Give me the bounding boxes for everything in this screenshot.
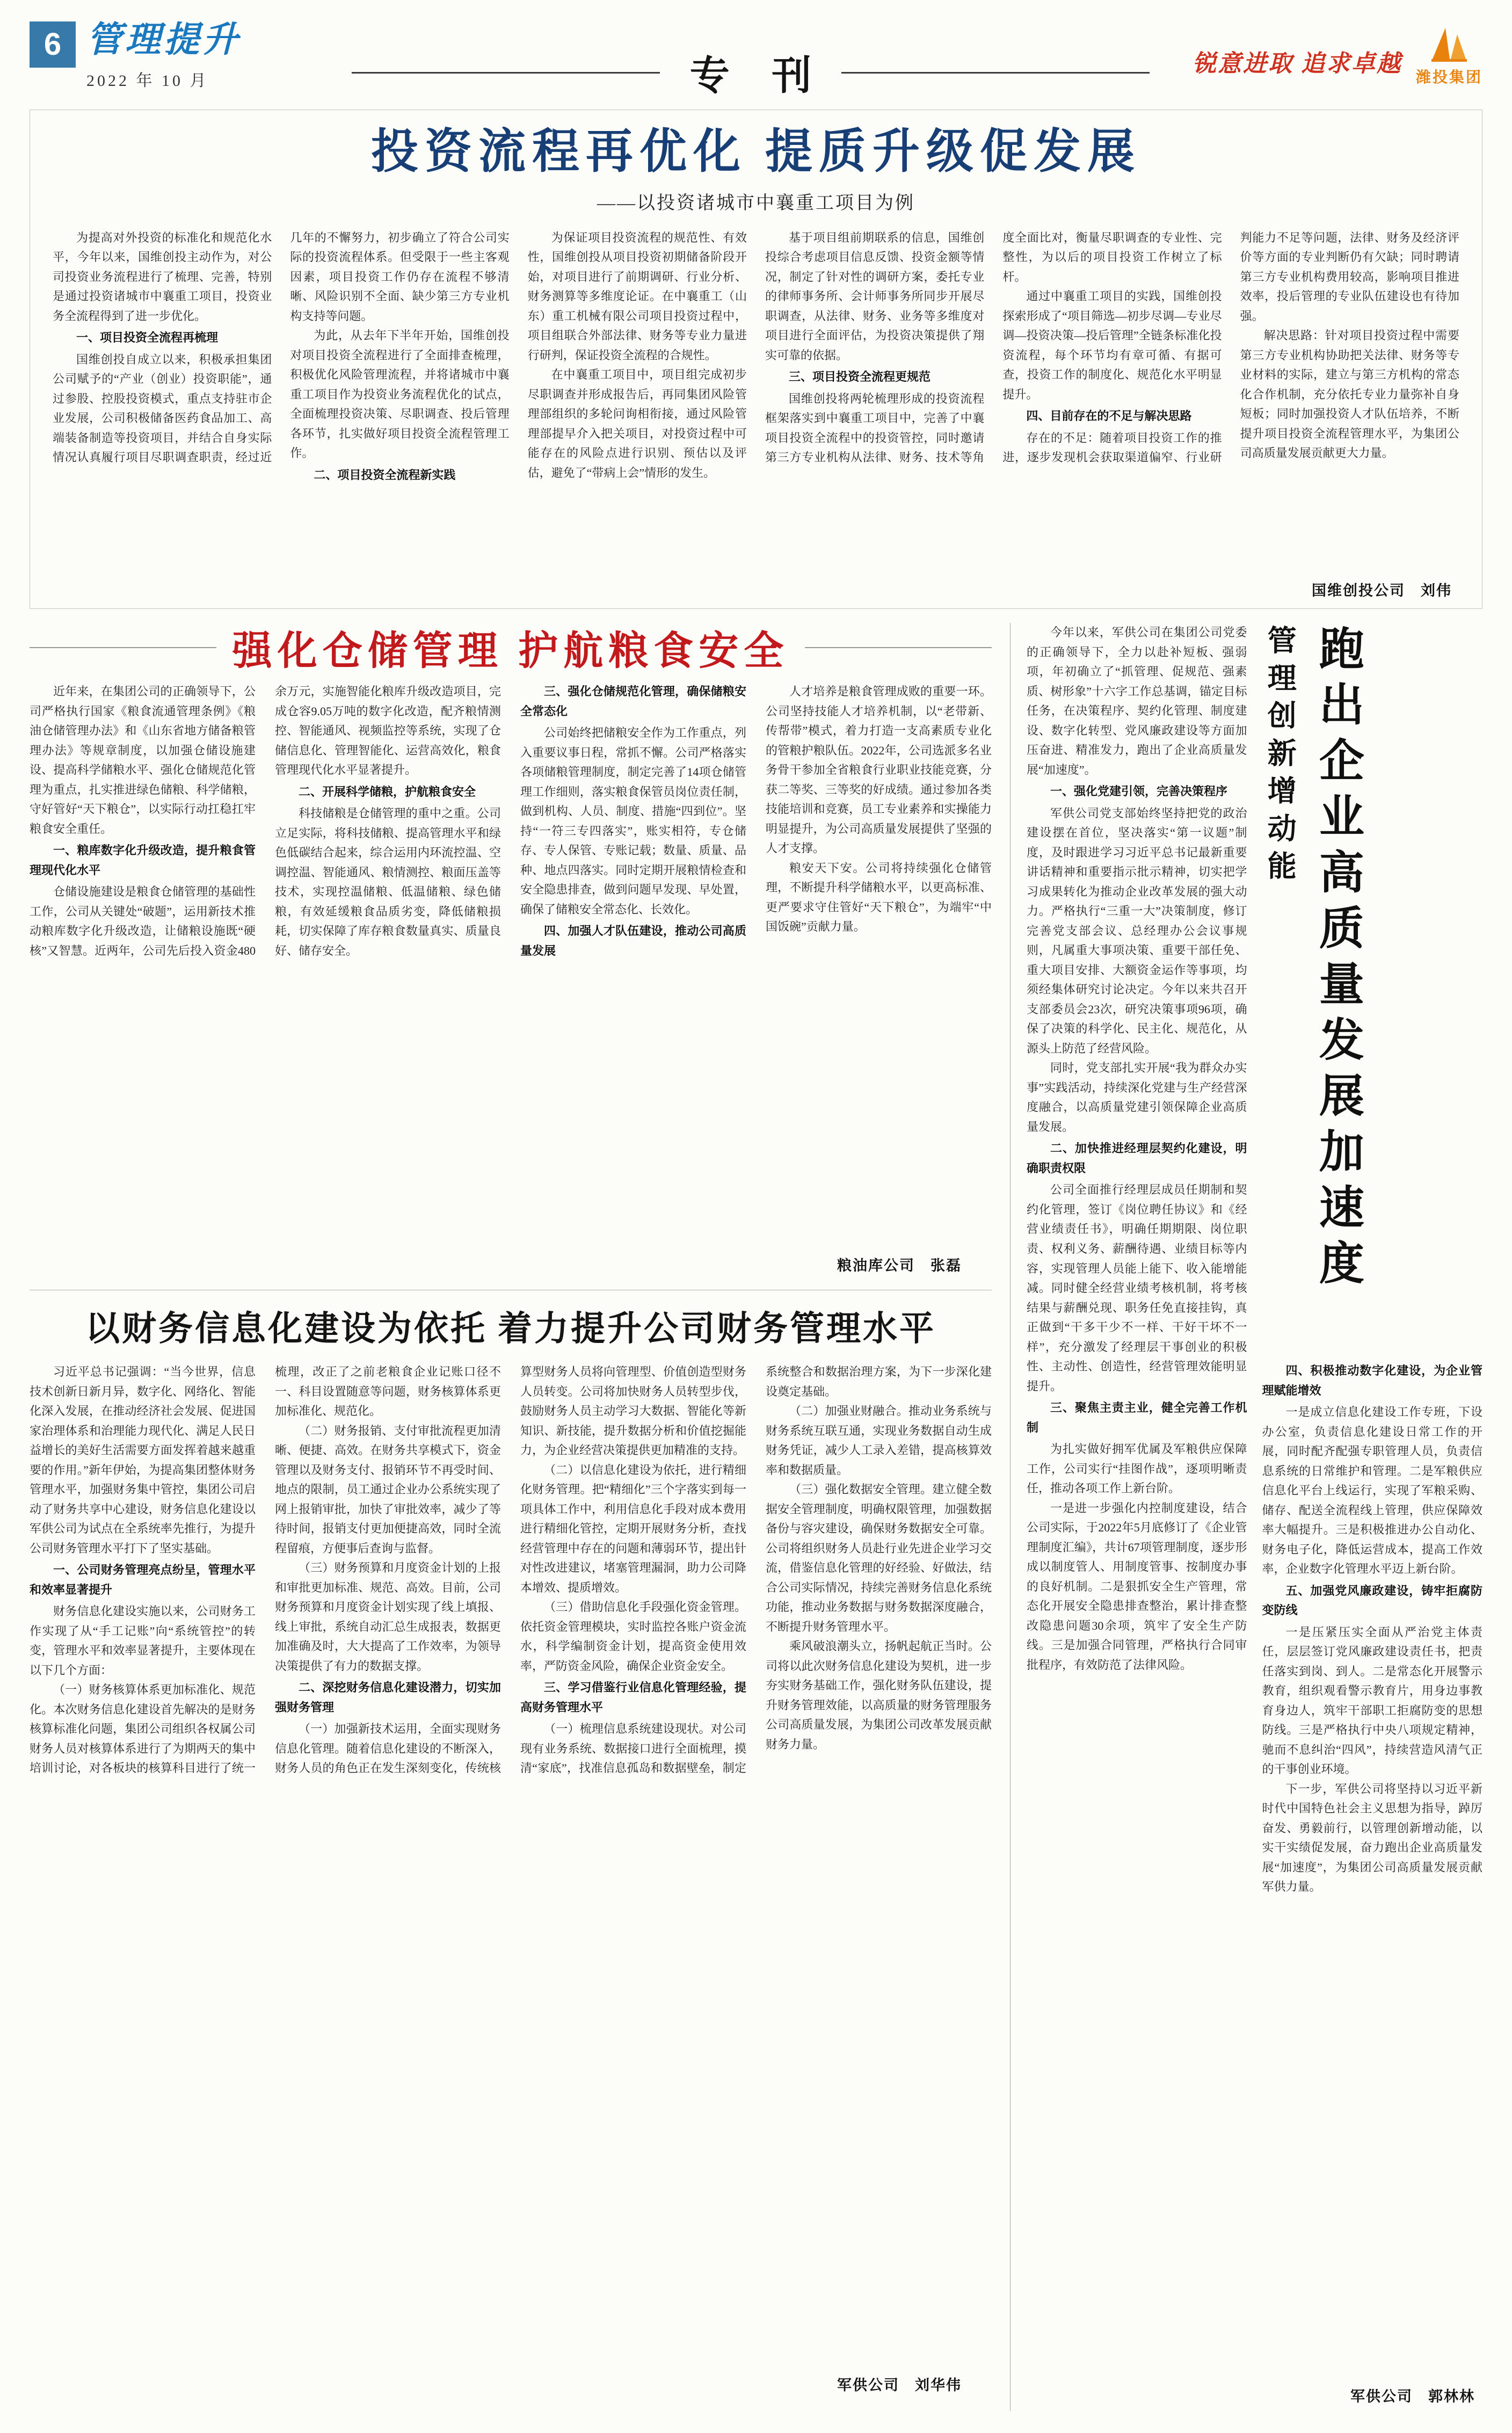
paragraph: （三）财务预算和月度资金计划的上报和审批更加标准、规范、高效。目前，公司财务预算和月度资金计划实现了线上填报、线上审批，系统自动汇总生成报表，数据更加准确及时，大大提高了工作效率，为领导决策提供了有力的数据支撑。 — [275, 1561, 501, 1673]
management-byline: 军供公司 郭林林 — [1350, 2388, 1475, 2405]
section-heading: 三、聚焦主责主业，健全完善工作机制 — [1027, 1401, 1247, 1434]
left-column-stack — [30, 623, 992, 2411]
paragraph: 今年以来，军供公司在集团公司党委的正确领导下，全力以赴补短板、强弱项，年初确立了“抓管理、促规范、强素质、树形象”十六字工作总基调，锚定目标任务，在决策程序、契约化管理、制度建设、数字化转型、党风廉政建设等方面加压奋进、精准发力，跑出了企业高质量发展“加速度”。 — [1027, 626, 1247, 776]
management-article-body — [1262, 1359, 1483, 2347]
article-investment — [30, 110, 1482, 609]
section-heading: 一、项目投资全流程再梳理 — [76, 331, 219, 345]
masthead — [30, 21, 1482, 102]
section-heading: 四、积极推动数字化建设，为企业管理赋能增效 — [1262, 1364, 1482, 1397]
lower-content-grid — [30, 623, 1482, 2411]
paragraph: （二）财务报销、支付审批流程更加清晰、便捷、高效。在财务共享模式下，资金管理以及财务支付、报销环节不再受时间、地点的限制，员工通过企业办公系统实现了网上报销审批，加快了审批效率，减少了等待时间，报销支付更加便捷高效，同时全流程留痕，方便事后查询与监督。 — [275, 1424, 501, 1555]
brand-name: 潍投集团 — [1415, 69, 1482, 86]
section-heading: 一、强化党建引领，完善决策程序 — [1050, 785, 1228, 798]
paragraph: 国维创投将两轮梳理形成的投资流程框架落实到中襄重工项目中，完善了中襄项目投资全流程中的投资管控，同时邀请第三方专业机构从法律、财务、技术等角度全面比对，衡量尽职调查的专业性、完整性，为以后的项目投资工作树立了标杆。 — [765, 230, 1222, 464]
masthead-rule-right — [841, 72, 1150, 74]
paragraph: 为保证项目投资流程的规范性、有效性，国维创投从项目投资初期储备阶段开始，对项目进行了前期调研、行业分析、财务测算等多维度论证。在中襄重工（山东）重工机械有限公司项目投资过程中，项目组联合外部法律、财务等专业力量进行研判，保证投资全流程的合规性。 — [527, 230, 747, 362]
paragraph: 通过中襄重工项目的实践，国维创投探索形成了“项目筛选—初步尽调—专业尽调—投资决策—投后管理”全链条标准化投资流程，每个环节均有章可循、有据可查，投资工作的制度化、规范化水平明显提升。 — [1002, 289, 1222, 401]
investment-byline: 国维创投公司 刘伟 — [1312, 583, 1452, 599]
masthead-right — [1150, 21, 1482, 87]
section-heading: 二、开展科学储粮，护航粮食安全 — [299, 785, 476, 798]
management-article-column-2 — [1262, 623, 1483, 2411]
finance-byline: 军供公司 刘华伟 — [837, 2377, 962, 2393]
paragraph: 军供公司党支部始终坚持把党的政治建设摆在首位，坚决落实“第一议题”制度，及时跟进学习习近平总书记最新重要讲话精神和重要指示批示精神，切实把学习成果转化为推动企业改革发展的强大动力。严格执行“三重一大”决策制度，修订完善党支部会议、总经理办公会议事规则，凡属重大事项决策、重要干部任免、重大项目安排、大额资金运作等事项，均须经集体研究讨论决定。今年以来共召开支部委员会23次，研究决策事项96项，确保了决策的科学化、民主化、规范化，从源头上防范了经营风险。 — [1027, 806, 1247, 1055]
paragraph: 公司始终把储粮安全作为工作重点，列入重要议事日程，常抓不懈。公司严格落实各项储粮管理制度，制定完善了14项仓储管理工作细则，落实粮食保管员岗位责任制，做到机构、人员、制度、措施“四到位”。坚持“一符三专四落实”，账实相符，专仓储存、专人保管、专账记载；数量、质量、品种、地点四落实。同时定期开展粮情检查和安全隐患排查，做到问题早发现、早处置，确保了储粮安全常态化、长效化。 — [520, 726, 746, 916]
paragraph: 一是成立信息化建设工作专班，下设办公室，负责信息化建设日常工作的开展，同时配齐配强专职管理人员，负责信息系统的日常维护和管理。二是军粮供应信息化平台上线运行，实现了军粮采购、储存、配送全流程线上管理，供应保障效率大幅提升。三是积极推进办公自动化、财务电子化，降低运营成本，提高工作效率，企业数字化管理水平迈上新台阶。 — [1262, 1405, 1482, 1576]
title-rule-right — [805, 647, 992, 648]
section-heading: 一、粮库数字化升级改造，提升粮食管理现代化水平 — [30, 844, 256, 877]
section-heading: 二、深挖财务信息化建设潜力，切实加强财务管理 — [275, 1681, 501, 1714]
paragraph: 一是进一步强化内控制度建设，结合公司实际，于2022年5月底修订了《企业管理制度汇编》，共计67项管理制度，逐步形成以制度管人、用制度管事、按制度办事的良好机制。二是狠抓安全生产管理，常态化开展安全隐患排查整治，累计排查整改隐患问题30余项，筑牢了安全生产防线。三是加强合同管理，严格执行合同审批程序，有效防范了法律风险。 — [1027, 1501, 1247, 1672]
finance-article-body — [30, 1362, 992, 2372]
grain-title-row — [30, 623, 992, 672]
issue-date: 2022 年 10 月 — [86, 72, 209, 90]
investment-article-title: 投资流程再优化 提质升级促发展 — [370, 126, 1141, 178]
section-heading: 四、加强人才队伍建设，推动公司高质量发展 — [520, 924, 746, 957]
paragraph: 公司全面推行经理层成员任期制和契约化管理，签订《岗位聘任协议》和《经营业绩责任书》，明确任期期限、岗位职责、权利义务、薪酬待遇、业绩目标等内容，实现管理人员能上能下、收入能增能减。同时健全经营业绩考核机制，将考核结果与薪酬兑现、职务任免直接挂钩，真正做到“干多干少不一样、干好干坏不一样”，充分激发了经理层干事创业的积极性、主动性、创造性，经营管理效能明显提升。 — [1027, 1183, 1247, 1393]
paragraph: 乘风破浪潮头立，扬帆起航正当时。公司将以此次财务信息化建设为契机，进一步夯实财务基础工作，强化财务队伍建设，提升财务管理效能，以高质量的财务管理服务公司高质量发展，为集团公司改革发展贡献财务力量。 — [766, 1639, 992, 1751]
paragraph: 国维创投自成立以来，积极承担集团公司赋予的“产业（创业）投资职能”，通过参股、控股投资模式，重点支持驻市企业发展，公司积极储备医药食品加工、高端装备制造等投资项目，并结合自身实际情况认真履行项目尽职调查职责，经过近几年的不懈努力，初步确立了符合公司实际的投资流程体系。但受限于一些主客观因素，项目投资工作仍存在流程不够清晰、风险识别不全面、缺少第三方专业机构支持等问题。 — [53, 230, 510, 464]
article-finance — [30, 1297, 992, 2403]
paragraph: 下一步，军供公司将坚持以习近平新时代中国特色社会主义思想为指导，踔厉奋发、勇毅前行，以管理创新增动能，以实干实绩促发展，奋力跑出企业高质量发展“加速度”，为集团公司高质量发展贡献军供力量。 — [1262, 1782, 1482, 1894]
paragraph: 习近平总书记强调：“当今世界，信息技术创新日新月异，数字化、网络化、智能化深入发展，在推动经济社会发展、促进国家治理体系和治理能力现代化、满足人民日益增长的美好生活需要方面发挥着越来越重要的作用。”新年伊始，为提高集团整体财务管理水平，加强财务集中管控，集团公司启动了财务共享中心建设，财务信息化建设以军供公司为试点在全系统率先推行，为提升公司财务管理水平打下了坚实基础。 — [30, 1365, 256, 1555]
investment-article-subtitle: ——以投资诸城市中襄重工项目为例 — [597, 193, 915, 213]
paragraph: （三）强化数据安全管理。建立健全数据安全管理制度，明确权限管理，加强数据备份与容灾建设，确保财务数据安全可靠。公司将组织财务人员赴行业先进企业学习交流，借鉴信息化管理的好经验、好做法，结合公司实际情况，持续完善财务信息化系统功能，推动业务数据与财务数据深度融合，不断提升财务管理水平。 — [766, 1483, 992, 1633]
section-heading: 五、加强党风廉政建设，铸牢拒腐防变防线 — [1262, 1584, 1482, 1617]
brand-block — [1416, 25, 1482, 87]
management-article-kicker: 管理创新增动能 — [1263, 625, 1296, 888]
paragraph: （一）财务核算体系更加标准化、规范化。本次财务信息化建设首先解决的是财务核算标准化问题，集团公司组织各权属公司财务人员对核算体系进行了为期两天的集中培训讨论，对各板块的核算科目进行了统一梳理，改正了之前老粮食企业记账口径不一、科目设置随意等问题，财务核算体系更加标准化、规范化。 — [30, 1365, 501, 1775]
section-heading: 二、加快推进经理层契约化建设，明确职责权限 — [1027, 1142, 1247, 1175]
section-heading: 三、项目投资全流程更规范 — [788, 370, 931, 384]
page-number: 6 — [30, 21, 76, 68]
paragraph: （二）以信息化建设为依托，进行精细化财务管理。把“精细化”三个字落实到每一项具体工作中，利用信息化手段对成本费用进行精细化管控，定期开展财务分析，查找经营管理中存在的问题和薄弱环节，提出针对性改进建议，堵塞管理漏洞，助力公司降本增效、提质增效。 — [520, 1463, 746, 1594]
title-rule-left — [30, 647, 216, 648]
article-management — [1010, 623, 1482, 2411]
brand-logo-icon — [1429, 25, 1469, 62]
section-heading: 三、强化仓储规范化管理，确保储粮安全常态化 — [520, 685, 746, 718]
paragraph: 基于项目组前期联系的信息，国维创投综合考虑项目信息反馈、投资金额等情况，制定了针对性的调研方案，委托专业的律师事务所、会计师事务所同步开展尽职调查，从法律、财务、业务等多维度对项目进行全面评估，为投资决策提供了翔实可靠的依据。 — [765, 230, 985, 362]
paragraph: 存在的不足：随着项目投资工作的推进，逐步发现机会获取渠道偏窄、行业研判能力不足等问题，法律、财务及经济评价等方面的专业判断仍有欠缺；同时聘请第三方专业机构费用较高，影响项目推进效率，投后管理的专业队伍建设也有待加强。 — [1002, 230, 1459, 464]
paragraph: 为此，从去年下半年开始，国维创投对项目投资全流程进行了全面排查梳理，积极优化风险管理流程，并将诸城市中襄重工项目作为投资业务流程优化的试点，全面梳理投资决策、尽职调查、投后管理各环节，扎实做好项目投资全流程管理工作。 — [290, 329, 510, 460]
paragraph: 解决思路：针对项目投资过程中需要第三方专业机构协助把关法律、财务等专业材料的实际，建立与第三方机构的常态化合作机制，充分依托专业力量弥补自身短板；同时加强投资人才队伍培养，不断提升项目投资全流程管理水平，为集团公司高质量发展贡献更大力量。 — [1240, 329, 1459, 460]
masthead-center — [352, 44, 1150, 101]
paragraph: 仓储设施建设是粮食仓储管理的基础性工作，公司从关键处“破题”，运用新技术推动粮库数字化升级改造，让储粮设施既“硬核”又智慧。近两年，公司先后投入资金480余万元，实施智能化粮库升级改造项目，完成仓容9.05万吨的数字化改造，配齐粮情测控、智能通风、视频监控等系统，实现了仓储信息化、管理智能化、运营高效化，粮食管理现代化水平显著提升。 — [30, 685, 501, 957]
paragraph: 为扎实做好拥军优属及军粮供应保障工作，公司实行“挂图作战”，逐项明晰责任，推动各项工作上新台阶。 — [1027, 1442, 1247, 1495]
management-vertical-title-block — [1262, 623, 1364, 1345]
management-article-column-1 — [1027, 623, 1247, 2395]
paragraph: （一）加强新技术运用，全面实现财务信息化管理。随着信息化建设的不断深入，财务人员的角色正在发生深刻变化，传统核算型财务人员将向管理型、价值创造型财务人员转变。公司将加快财务人员转型步伐，鼓励财务人员主动学习大数据、智能化等新知识、新技能，提升数据分析和价值挖掘能力，为企业经营决策提供更加精准的支持。 — [275, 1365, 746, 1775]
paragraph: （二）加强业财融合。推动业务系统与财务系统互联互通，实现业务数据自动生成财务凭证，减少人工录入差错，提高核算效率和数据质量。 — [766, 1404, 992, 1477]
management-article-title: 跑出企业高质量发展加速度 — [1312, 625, 1363, 1295]
grain-byline: 粮油库公司 张磊 — [837, 1258, 962, 1274]
paragraph: 财务信息化建设实施以来，公司财务工作实现了从“手工记账”向“系统管控”的转变，管理水平和效率显著提升，主要体现在以下几个方面： — [30, 1604, 256, 1677]
investment-article-body — [53, 228, 1459, 560]
finance-article-title: 以财务信息化建设为依托 着力提升公司财务管理水平 — [85, 1310, 936, 1348]
paragraph: 同时，党支部扎实开展“我为群众办实事”实践活动，持续深化党建与生产经营深度融合，以高质量党建引领保障企业高质量发展。 — [1027, 1061, 1247, 1134]
paragraph: 科技储粮是仓储管理的重中之重。公司立足实际，将科技储粮、提高管理水平和绿色低碳结合起来，综合运用内环流控温、空调控温、智能通风、粮情测控、粮面压盖等技术，实现控温储粮、低温储粮、绿色储粮，有效延缓粮食品质劣变，降低储粮损耗，切实保障了库存粮食数量真实、质量良好、储存安全。 — [275, 807, 501, 957]
section-heading: 三、学习借鉴行业信息化管理经验，提高财务管理水平 — [520, 1681, 746, 1714]
section-title-block — [86, 21, 241, 91]
grain-article-title: 强化仓储管理 护航粮食安全 — [232, 629, 789, 673]
paragraph: 在中襄重工项目中，项目组完成初步尽职调查并形成报告后，再同集团风险管理部组织的多轮问询相衔接，通过风险管理部提早介入把关项目，对投资过程中可能存在的风险点进行识别、预估以及评估，避免了“带病上会”情形的发生。 — [527, 368, 747, 480]
paragraph: （一）梳理信息系统建设现状。对公司现有业务系统、数据接口进行全面梳理，摸清“家底”，找准信息孤岛和数据壁垒，制定系统整合和数据治理方案，为下一步深化建设奠定基础。 — [520, 1365, 992, 1775]
masthead-left — [30, 21, 352, 91]
section-title: 管理提升 — [86, 20, 241, 60]
paragraph: （三）借助信息化手段强化资金管理。依托资金管理模块，实时监控各账户资金流水，科学编制资金计划，提高资金使用效率，严防资金风险，确保企业资金安全。 — [520, 1600, 746, 1673]
edition-title: 专 刊 — [689, 54, 828, 98]
slogan: 锐意进取 追求卓越 — [1192, 50, 1402, 77]
section-heading: 四、目前存在的不足与解决思路 — [1026, 409, 1192, 423]
paragraph: 粮安天下安。公司将持续强化仓储管理，不断提升科学储粮水平，以更高标准、更严要求守住管好“天下粮仓”，为端牢“中国饭碗”贡献力量。 — [766, 861, 992, 934]
paragraph: 为提高对外投资的标准化和规范化水平，今年以来，国维创投主动作为，对公司投资业务流程进行了梳理、完善，特别是通过投资诸城市中襄重工项目，投资业务全流程得到了进一步优化。 — [53, 230, 272, 323]
paragraph: 人才培养是粮食管理成败的重要一环。公司坚持技能人才培养机制，以“老带新、传帮带”模式，着力打造一支高素质专业化的管粮护粮队伍。2022年，公司选派多名业务骨干参加全省粮食行业职业技能竞赛，分获二等奖、三等奖的好成绩。通过参加各类技能培训和竞赛，员工专业素养和实操能力明显提升，为公司高质量发展提供了坚强的人才支撑。 — [766, 685, 992, 855]
section-heading: 一、公司财务管理亮点纷呈，管理水平和效率显著提升 — [30, 1563, 256, 1596]
masthead-rule-left — [352, 72, 660, 74]
paragraph: 一是压紧压实全面从严治党主体责任，层层签订党风廉政建设责任书，把责任落实到岗、到人。二是常态化开展警示教育，组织观看警示教育片，用身边事教育身边人，筑牢干部职工拒腐防变的思想防线。三是严格执行中央八项规定精神，驰而不息纠治“四风”，持续营造风清气正的干事创业环境。 — [1262, 1625, 1482, 1776]
paragraph: 近年来，在集团公司的正确领导下，公司严格执行国家《粮食流通管理条例》《粮油仓储管理办法》和《山东省地方储备粮管理办法》等规章制度，以加强仓储设施建设、提高科学储粮水平、强化仓储规范化管理为重点，扎实推进绿色储粮、科学储粮，守好管好“天下粮仓”，以实际行动扛稳扛牢粮食安全重任。 — [30, 685, 256, 836]
article-grain — [30, 623, 992, 1283]
section-heading: 二、项目投资全流程新实践 — [314, 468, 456, 482]
grain-article-body — [30, 682, 992, 1240]
